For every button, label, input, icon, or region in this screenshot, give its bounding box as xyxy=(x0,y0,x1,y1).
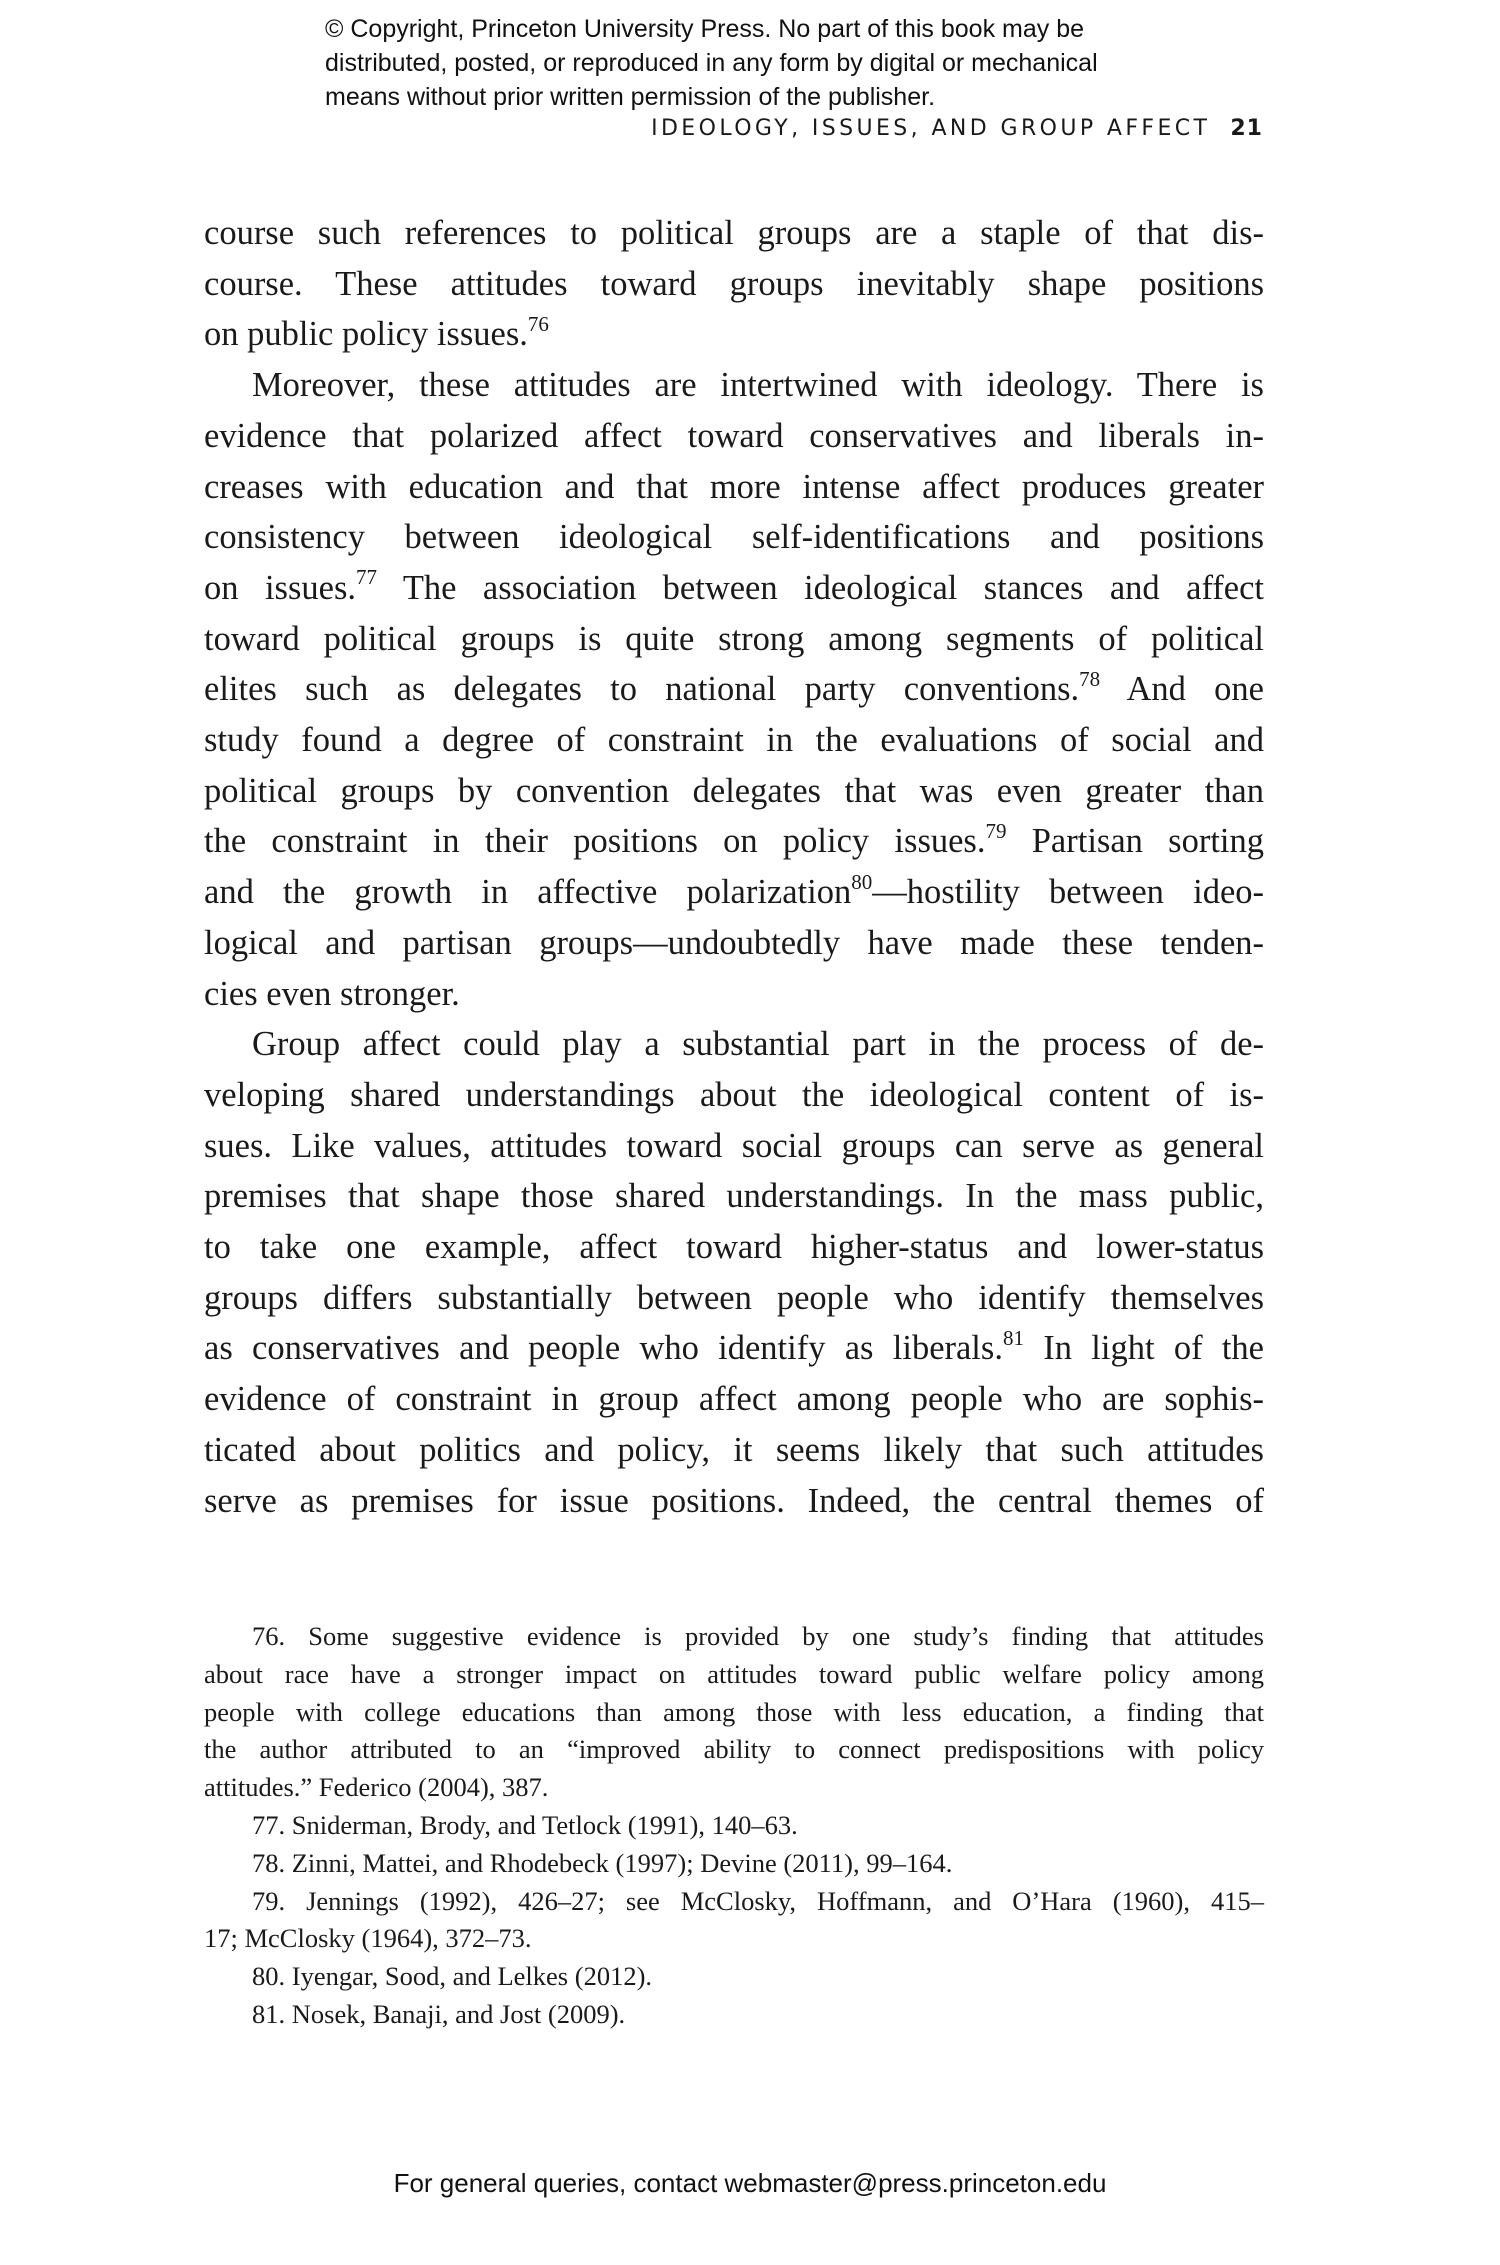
page-footer: For general queries, contact webmaster@press.princeton.edu xyxy=(393,2168,1107,2198)
body-line: groups differs substantially between people who identify themselves xyxy=(204,1278,1264,1317)
footnote-line: 80. Iyengar, Sood, and Lelkes (2012). xyxy=(252,1961,653,1992)
body-line: course. These attitudes toward groups inevitably shape positions xyxy=(204,264,1264,303)
footnote-line: 77. Sniderman, Brody, and Tetlock (1991), 140–63. xyxy=(252,1809,798,1840)
body-line: to take one example, affect toward higher-status and lower-status xyxy=(204,1228,1264,1267)
footnote-line: 79. Jennings (1992), 426–27; see McClosky, Hoffmann, and O’Hara (1960), 415– xyxy=(252,1885,1264,1916)
footnote-line: attitudes.” Federico (2004), 387. xyxy=(204,1772,549,1803)
body-line: the constraint in their positions on policy issues.$^{79}$ Partisan sorting xyxy=(204,818,1264,861)
body-line: veloping shared understandings about the ideological content of is- xyxy=(204,1075,1264,1114)
body-line: course such references to political groups are a staple of that dis- xyxy=(204,214,1264,252)
body-line: on public policy issues.$^{76}$ xyxy=(204,311,549,354)
body-line: ticated about politics and policy, it seems likely that such attitudes xyxy=(204,1430,1264,1469)
footnote-line: people with college educations than among those with less education, a finding that xyxy=(204,1696,1264,1727)
copyright-line: distributed, posted, or reproduced in any form by digital or mechanical xyxy=(325,49,1098,77)
running-head xyxy=(651,116,1263,141)
footnote-ref: 79 xyxy=(985,818,1007,843)
copyright-line: © Copyright, Princeton University Press. No part of this book may be xyxy=(325,15,1085,43)
body-line: evidence that polarized affect toward conservatives and liberals in- xyxy=(204,416,1264,455)
body-line: serve as premises for issue positions. Indeed, the central themes of xyxy=(204,1481,1264,1520)
footnote-line: the author attributed to an “improved ability to connect predispositions with policy xyxy=(204,1734,1264,1765)
footnote-ref: 80 xyxy=(851,869,873,894)
footnote-ref: 77 xyxy=(356,565,378,590)
footnote-line: 78. Zinni, Mattei, and Rhodebeck (1997); Devine (2011), 99–164. xyxy=(252,1847,953,1878)
body-line: creases with education and that more intense affect produces greater xyxy=(204,467,1264,506)
body-line: Moreover, these attitudes are intertwined with ideology. There is xyxy=(252,366,1264,405)
body-line: premises that shape those shared understandings. In the mass public, xyxy=(204,1177,1264,1216)
footnote-ref: 81 xyxy=(1002,1325,1024,1350)
body-text xyxy=(204,208,1264,1526)
footnote-ref: 76 xyxy=(527,311,549,336)
page-number: 21 xyxy=(1230,116,1263,141)
footnote-line: about race have a stronger impact on attitudes toward public welfare policy among xyxy=(204,1658,1264,1689)
body-line: political groups by convention delegates that was even greater than xyxy=(204,771,1264,810)
footnotes xyxy=(204,1618,1264,2034)
body-line: sues. Like values, attitudes toward social groups can serve as general xyxy=(204,1126,1264,1165)
body-line: and the growth in affective polarization$^{80}$—hostility between ideo- xyxy=(204,869,1264,912)
body-line: as conservatives and people who identify as liberals.$^{81}$ In light of the xyxy=(204,1325,1264,1368)
running-head-title: IDEOLOGY, ISSUES, AND GROUP AFFECT xyxy=(651,116,1211,141)
body-line: consistency between ideological self-identifications and positions xyxy=(204,518,1264,557)
body-line: study found a degree of constraint in the evaluations of social and xyxy=(204,721,1264,760)
body-line: toward political groups is quite strong among segments of political xyxy=(204,619,1264,658)
footnote-ref: 78 xyxy=(1079,666,1101,691)
body-line: Group affect could play a substantial part in the process of de- xyxy=(252,1025,1264,1064)
footnote-line: 76. Some suggestive evidence is provided by one study’s finding that attitudes xyxy=(252,1621,1264,1651)
body-line: evidence of constraint in group affect among people who are sophis- xyxy=(204,1380,1264,1419)
body-line: on issues.$^{77}$ The association between ideological stances and affect xyxy=(204,565,1265,607)
copyright-notice xyxy=(325,12,1205,114)
footnote-line: 81. Nosek, Banaji, and Jost (2009). xyxy=(252,1998,626,2029)
body-line: logical and partisan groups—undoubtedly have made these tenden- xyxy=(204,923,1264,962)
body-line: elites such as delegates to national party conventions.$^{78}$ And one xyxy=(204,666,1264,709)
body-line: cies even stronger. xyxy=(204,974,460,1013)
copyright-line: means without prior written permission of the publisher. xyxy=(325,83,936,111)
footnote-line: 17; McClosky (1964), 372–73. xyxy=(204,1923,532,1954)
